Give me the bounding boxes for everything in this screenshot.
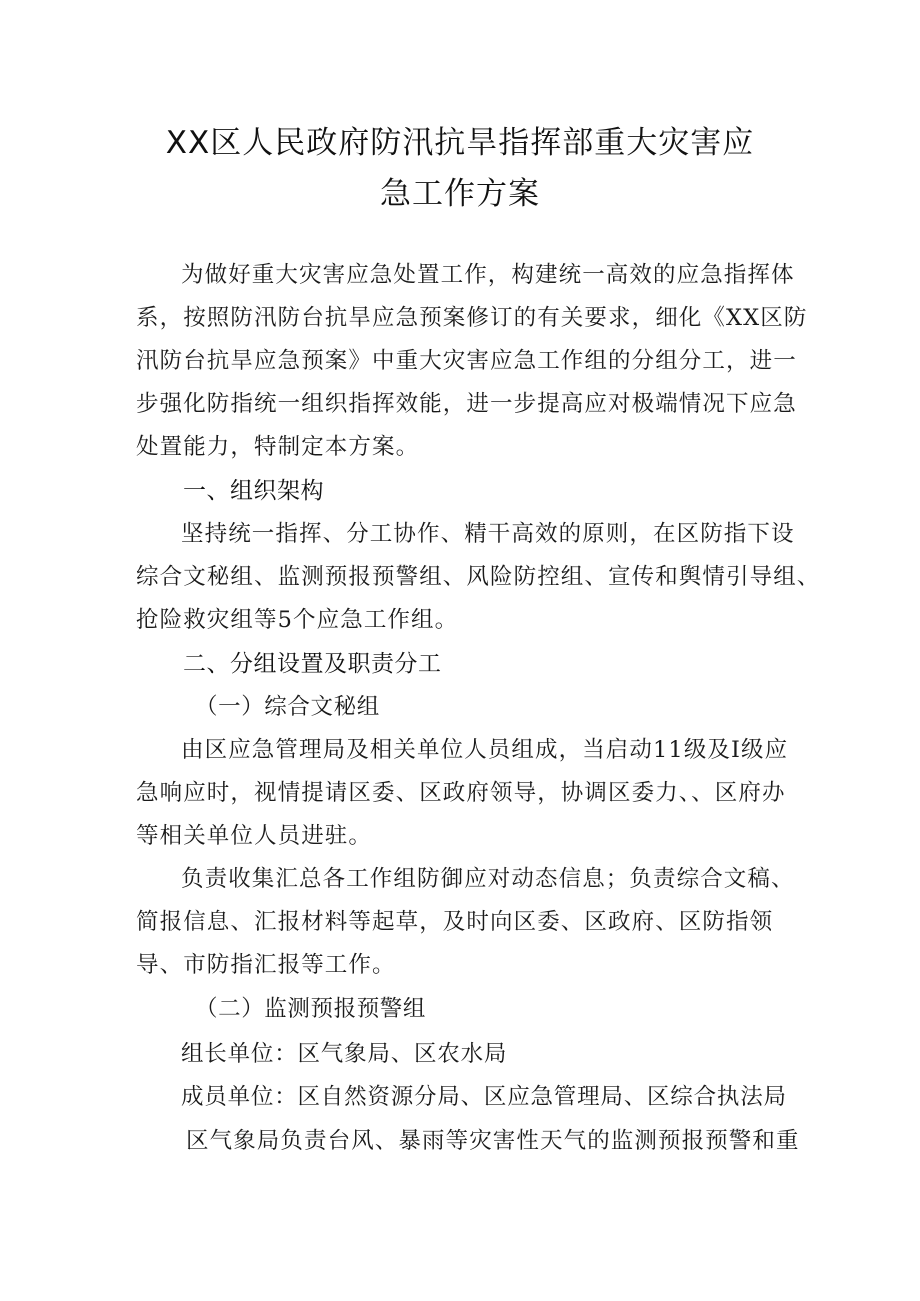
intro-line: 为做好重大灾害应急处置工作，构建统一高效的应急指挥体 [181, 262, 795, 288]
group-2-duty: 区气象局负责台风、暴雨等灾害性天气的监测预报预警和重 [186, 1128, 800, 1154]
group-1-para-2-line: 简报信息、汇报材料等起草，及时向区委、区政府、区防指领 [136, 909, 774, 935]
group-1-heading: （一）综合文秘组 [195, 694, 380, 720]
group-1-para-2-line: 导、市防指汇报等工作。 [136, 952, 396, 978]
section-1-line: 综合文秘组、监测预报预警组、风险防控组、宣传和舆情引导组、 [136, 564, 821, 590]
document-title-line-1: XX区人民政府防汛抗旱指挥部重大灾害应 [165, 125, 755, 161]
intro-line: 步强化防指统一组织指挥效能，进一步提高应对极端情况下应急 [136, 391, 797, 417]
group-1-para-1-line: 由区应急管理局及相关单位人员组成，当启动11级及I级应 [181, 737, 789, 763]
section-1-line: 抢险救灾组等5个应急工作组。 [136, 607, 459, 633]
section-1-line: 坚持统一指挥、分工协作、精干高效的原则，在区防指下设 [181, 521, 795, 547]
intro-line: 汛防台抗旱应急预案》中重大灾害应急工作组的分组分工，进一 [136, 348, 797, 374]
document-title-line-2: 急工作方案 [380, 176, 540, 212]
group-2-leader: 组长单位：区气象局、区农水局 [181, 1041, 508, 1067]
intro-line: 处置能力，特制定本方案。 [136, 434, 420, 460]
group-2-members: 成员单位：区自然资源分局、区应急管理局、区综合执法局 [181, 1084, 787, 1110]
group-2-heading: （二）监测预报预警组 [195, 996, 427, 1022]
group-1-para-1-line: 等相关单位人员进驻。 [136, 823, 373, 849]
section-1-heading: 一、组织架构 [183, 478, 324, 504]
section-2-heading: 二、分组设置及职责分工 [183, 651, 442, 677]
intro-line: 系，按照防汛防台抗旱应急预案修订的有关要求，细化《XX区防 [136, 305, 808, 331]
group-1-para-1-line: 急响应时，视情提请区委、区政府领导，协调区委力、、区府办 [136, 780, 786, 806]
group-1-para-2-line: 负责收集汇总各工作组防御应对动态信息；负责综合文稿、 [181, 866, 795, 892]
